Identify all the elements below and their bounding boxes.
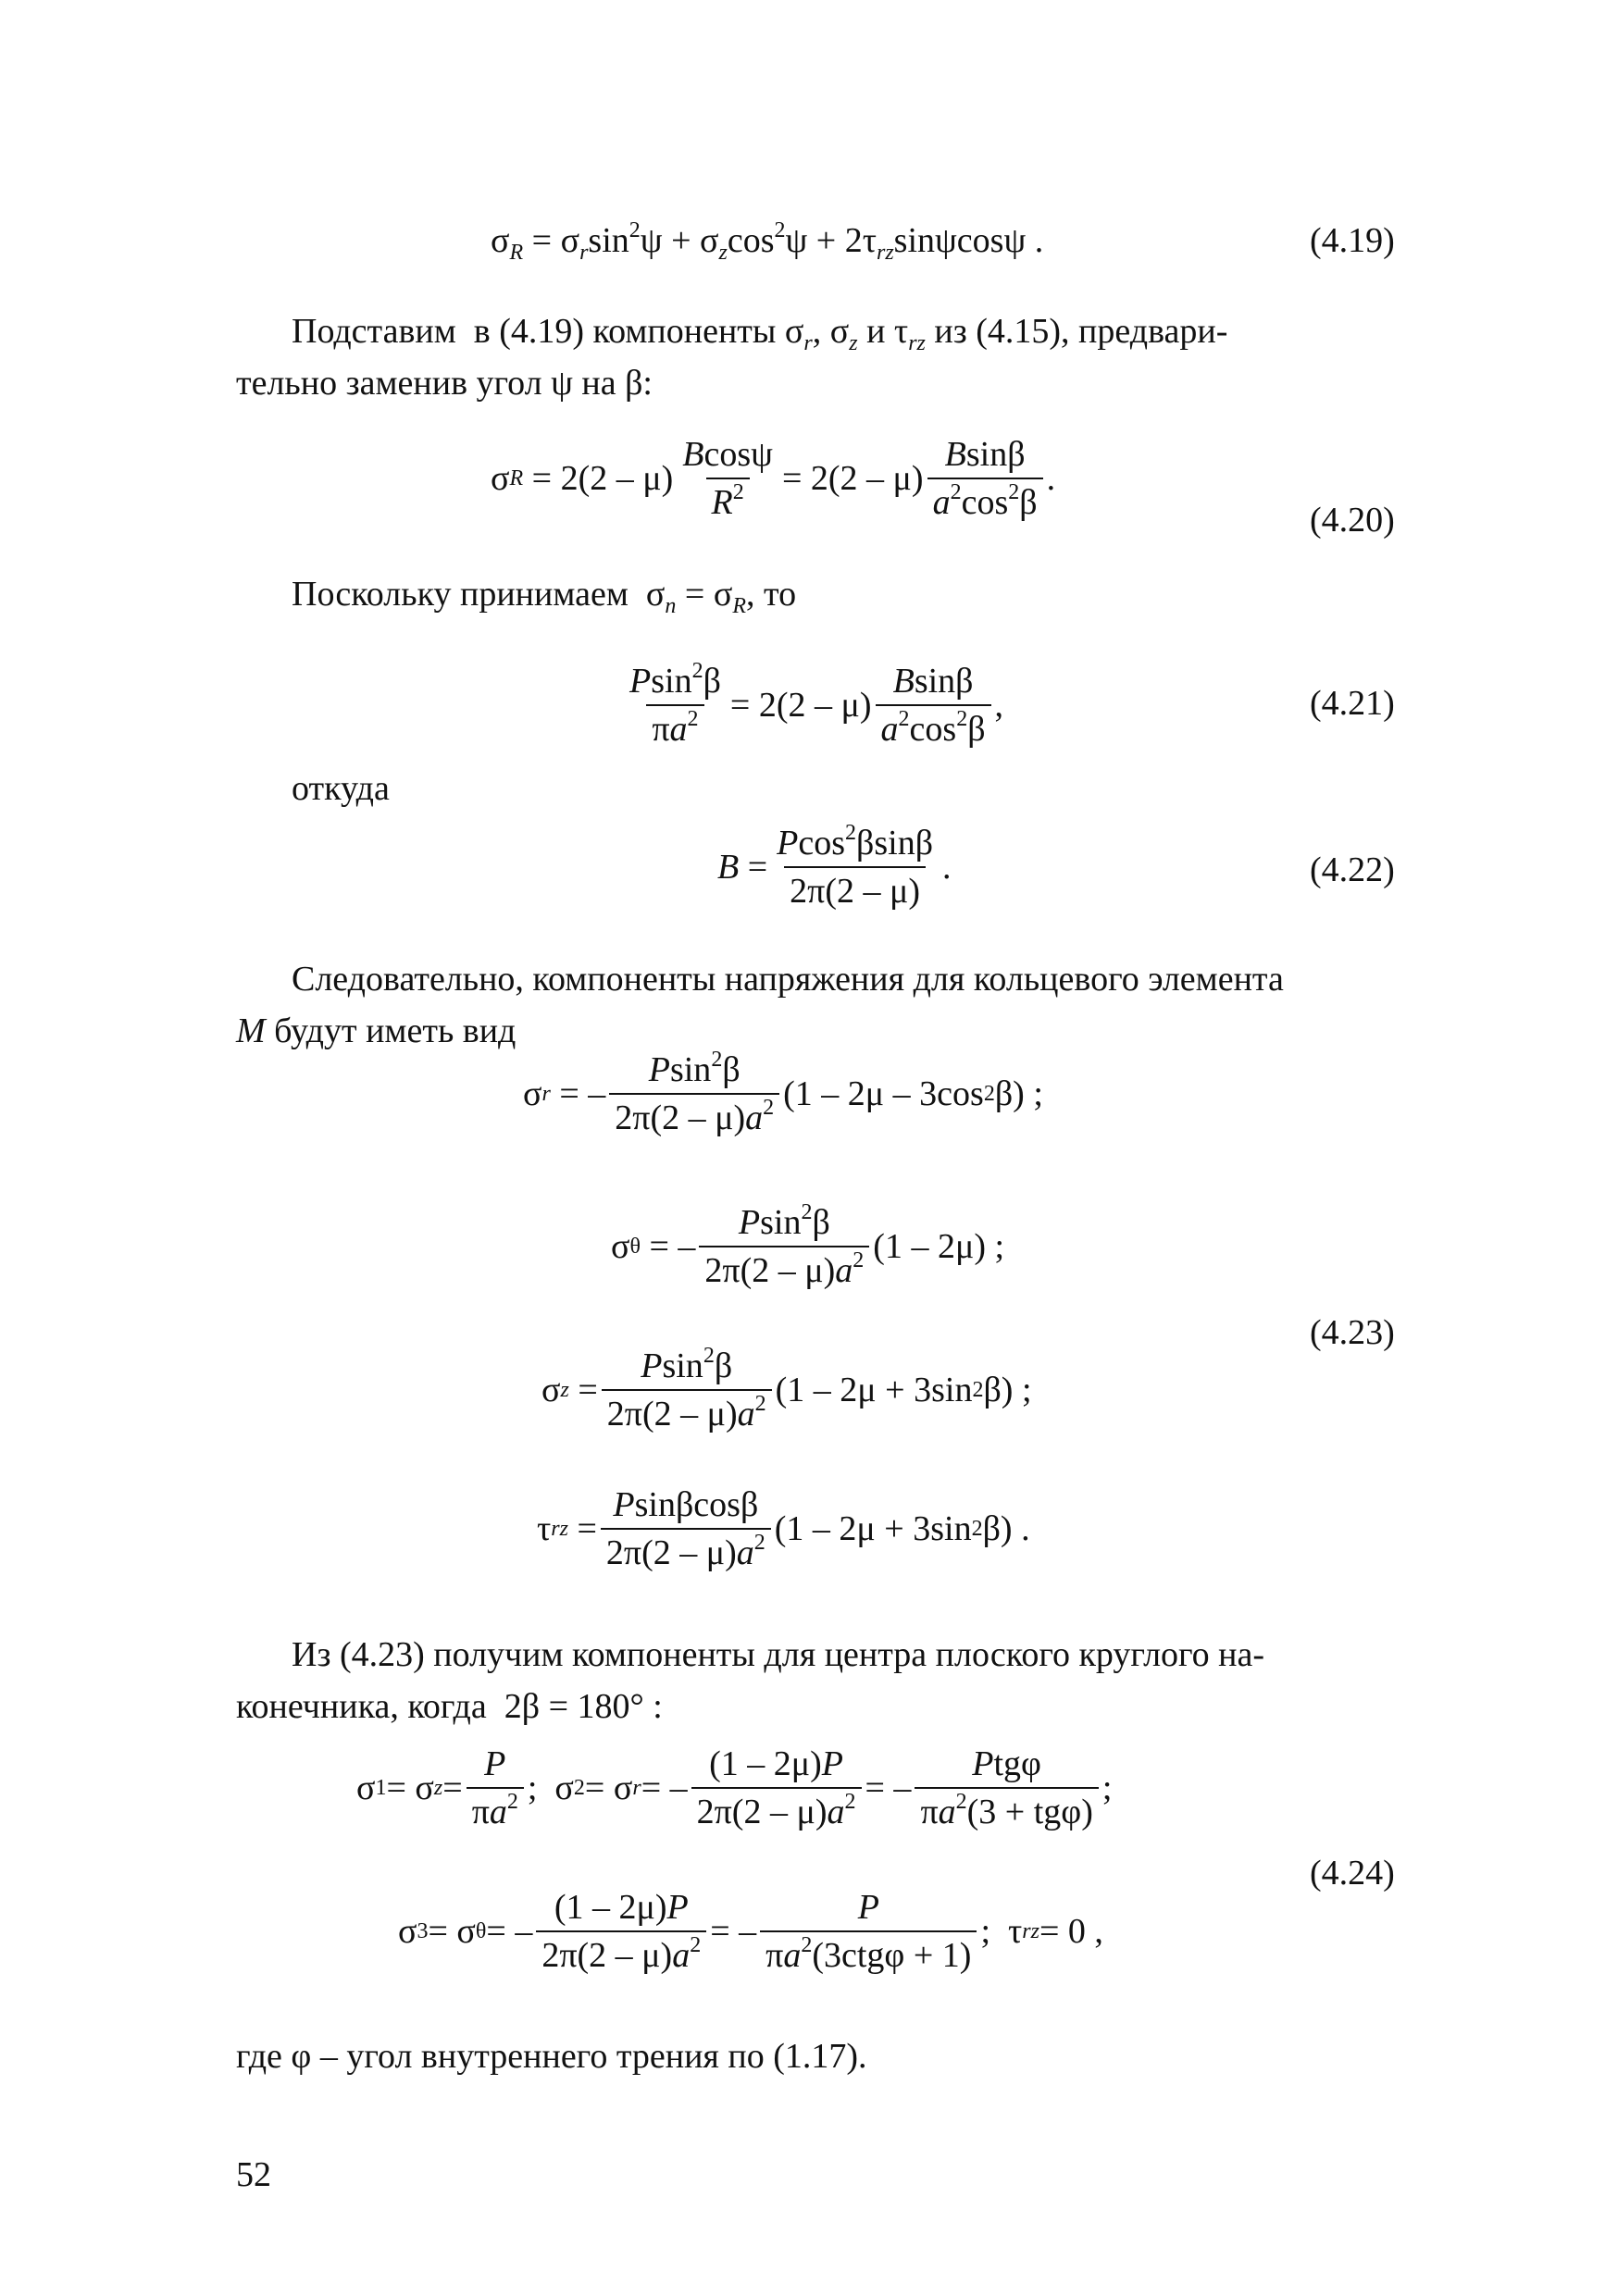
equation-number-4-24: (4.24) (1310, 1854, 1395, 1893)
equation-number-4-21: (4.21) (1310, 684, 1395, 723)
paragraph-whence: откуда (292, 769, 390, 808)
equation-number-4-22: (4.22) (1310, 850, 1395, 889)
equation-sigma-3: σ 3 = σ θ = – $\frac{(1 - 2\mu)P}{2\pi(2 - \mu)a^2}$ = – $\frac{P}{\pi a^2(3ctg\varphi + 1)}$ ; τ rz = 0 , (398, 1888, 1103, 1975)
equation-4-20: σ R = 2(2 – μ) $\frac{Bcos\psi}{R^2}$ = 2(2 – μ) $\frac{Bsin\beta}{a^2\cos^2\beta}$ . (491, 435, 1056, 522)
equation-sigma-theta: σ θ = – $\frac{Psin^2\beta}{2\pi(2 - \mu)a^2}$ (1 – 2μ) ; (611, 1200, 1005, 1290)
paragraph-from-423: Из (4.23) получим компоненты для центра плоского круглого на- конечника, когда 2β = 180° : (236, 1635, 1265, 1726)
page-number: 52 (236, 2155, 271, 2194)
equation-4-19: $\sigma_R = \sigma_r\sin^2\psi + \sigma_z\cos^2\psi + 2\tau_{rz}\sin\psi\cos\psi$ . (491, 218, 1044, 265)
equation-sigma-z: σ z = $\frac{Psin^2\beta}{2\pi(2 - \mu)a^2}$ (1 – 2μ + 3sin 2 β) ; (541, 1344, 1032, 1433)
equation-number-4-23: (4.23) (1310, 1313, 1395, 1352)
equation-sigma-r: σ r = – $\frac{Psin^2\beta}{2\pi(2 - \mu)a^2}$ (1 – 2μ – 3cos 2 β) ; (523, 1048, 1043, 1137)
equation-4-22: B = $\frac{Pcos^2\beta\sin\beta}{2\pi(2 - \mu)}$ . (717, 821, 952, 911)
equation-tau-rz: τ rz = $\frac{Psin\beta\cos\beta}{2\pi(2 - \mu)a^2}$ (1 – 2μ + 3sin 2 β) . (537, 1485, 1030, 1572)
paragraph-where-phi: где φ – угол внутреннего трения по (1.17). (236, 2037, 867, 2076)
paragraph-therefore: Следовательно, компоненты напряжения для кольцевого элемента M будут иметь вид (236, 960, 1284, 1050)
equation-sigma-1-2: σ 1 = σ z = $\frac{P}{\pi a^2}$ ; σ 2 = σ r = – $\frac{(1 - 2\mu)P}{2\pi(2 - \mu)a^2}$ = – $\frac{\text{Ptgφ}}{\pi a^2(3 + tg\varphi)}$ ; (356, 1744, 1113, 1831)
equation-number-4-19: (4.19) (1310, 221, 1395, 260)
equation-4-21: $\frac{Psin^2\beta}{\pi a^2}$ = 2(2 – μ) $\frac{Bsin\beta}{a^2\cos^2\beta}$ , (629, 659, 1004, 749)
paragraph-since: Поскольку принимаем $\sigma_n = \sigma_R$, то (292, 575, 797, 618)
equation-number-4-20: (4.20) (1310, 501, 1395, 540)
paragraph-substitute: Подставим в (4.19) компоненты $\sigma_r$, $\sigma_z$ и $\tau_{rz}$ из (4.15), предвари- тельно заменив угол ψ на β: (236, 312, 1228, 403)
